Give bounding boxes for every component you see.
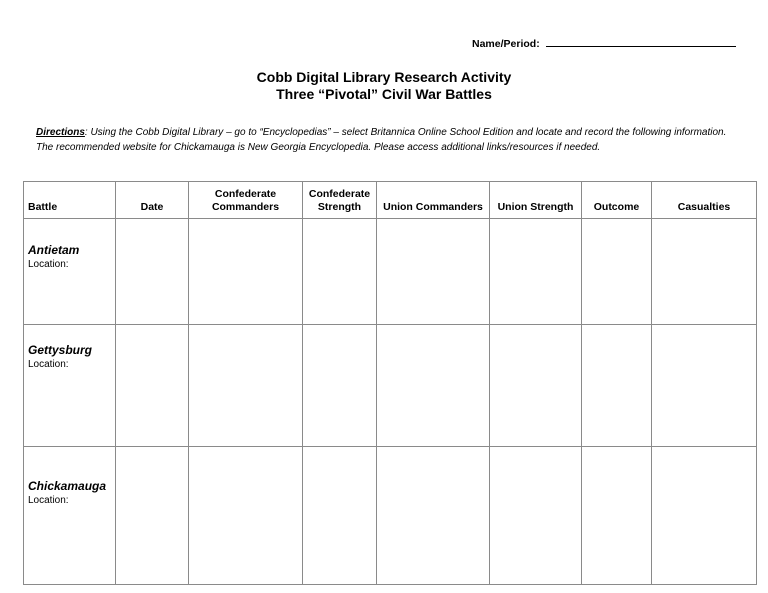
union-strength-cell[interactable] (490, 219, 582, 325)
outcome-cell[interactable] (582, 447, 652, 585)
directions-text: : Using the Cobb Digital Library – go to “Encyclopedias” – select Britannica Online School Edition and locate and record the following information. The recommended website for Chickamauga is New Georgia Encyclopedia. Please access additional links/resources if needed. (36, 127, 727, 153)
union-commanders-cell[interactable] (377, 219, 490, 325)
battle-cell (24, 447, 116, 585)
battle-table (23, 181, 757, 585)
union-strength-cell[interactable] (490, 325, 582, 447)
header-outcome: Outcome (582, 182, 652, 219)
header-confederate-commanders: Confederate Commanders (189, 182, 303, 219)
confederate-commanders-cell[interactable] (189, 447, 303, 585)
directions-paragraph (36, 125, 736, 155)
header-union-strength: Union Strength (490, 182, 582, 219)
battle-name: Gettysburg (28, 343, 93, 357)
confederate-commanders-cell[interactable] (189, 219, 303, 325)
name-period-label: Name/Period: (472, 38, 540, 50)
battle-cell (24, 325, 116, 447)
header-union-commanders: Union Commanders (377, 182, 490, 219)
title-line-2: Three “Pivotal” Civil War Battles (276, 86, 492, 102)
casualties-cell[interactable] (652, 447, 757, 585)
confederate-strength-cell[interactable] (303, 219, 377, 325)
confederate-commanders-cell[interactable] (189, 325, 303, 447)
header-date: Date (116, 182, 189, 219)
battle-name: Antietam (28, 243, 80, 257)
table-row (24, 447, 757, 585)
table-row (24, 219, 757, 325)
confederate-strength-cell[interactable] (303, 447, 377, 585)
outcome-cell[interactable] (582, 325, 652, 447)
header-confederate-strength: Confederate Strength (303, 182, 377, 219)
union-commanders-cell[interactable] (377, 447, 490, 585)
date-cell[interactable] (116, 447, 189, 585)
directions-label: Directions (36, 127, 85, 138)
page-title (0, 69, 768, 103)
name-period-blank[interactable] (546, 36, 736, 47)
table-header-row (24, 182, 757, 219)
casualties-cell[interactable] (652, 325, 757, 447)
casualties-cell[interactable] (652, 219, 757, 325)
outcome-cell[interactable] (582, 219, 652, 325)
location-label[interactable]: Location: (28, 259, 69, 270)
name-period-field (472, 36, 736, 50)
table-row (24, 325, 757, 447)
header-casualties: Casualties (652, 182, 757, 219)
union-strength-cell[interactable] (490, 447, 582, 585)
union-commanders-cell[interactable] (377, 325, 490, 447)
confederate-strength-cell[interactable] (303, 325, 377, 447)
battle-cell (24, 219, 116, 325)
title-line-1: Cobb Digital Library Research Activity (256, 69, 512, 85)
location-label[interactable]: Location: (28, 359, 69, 370)
date-cell[interactable] (116, 325, 189, 447)
header-battle: Battle (24, 182, 116, 219)
location-label[interactable]: Location: (28, 495, 69, 506)
date-cell[interactable] (116, 219, 189, 325)
battle-name: Chickamauga (28, 479, 107, 493)
